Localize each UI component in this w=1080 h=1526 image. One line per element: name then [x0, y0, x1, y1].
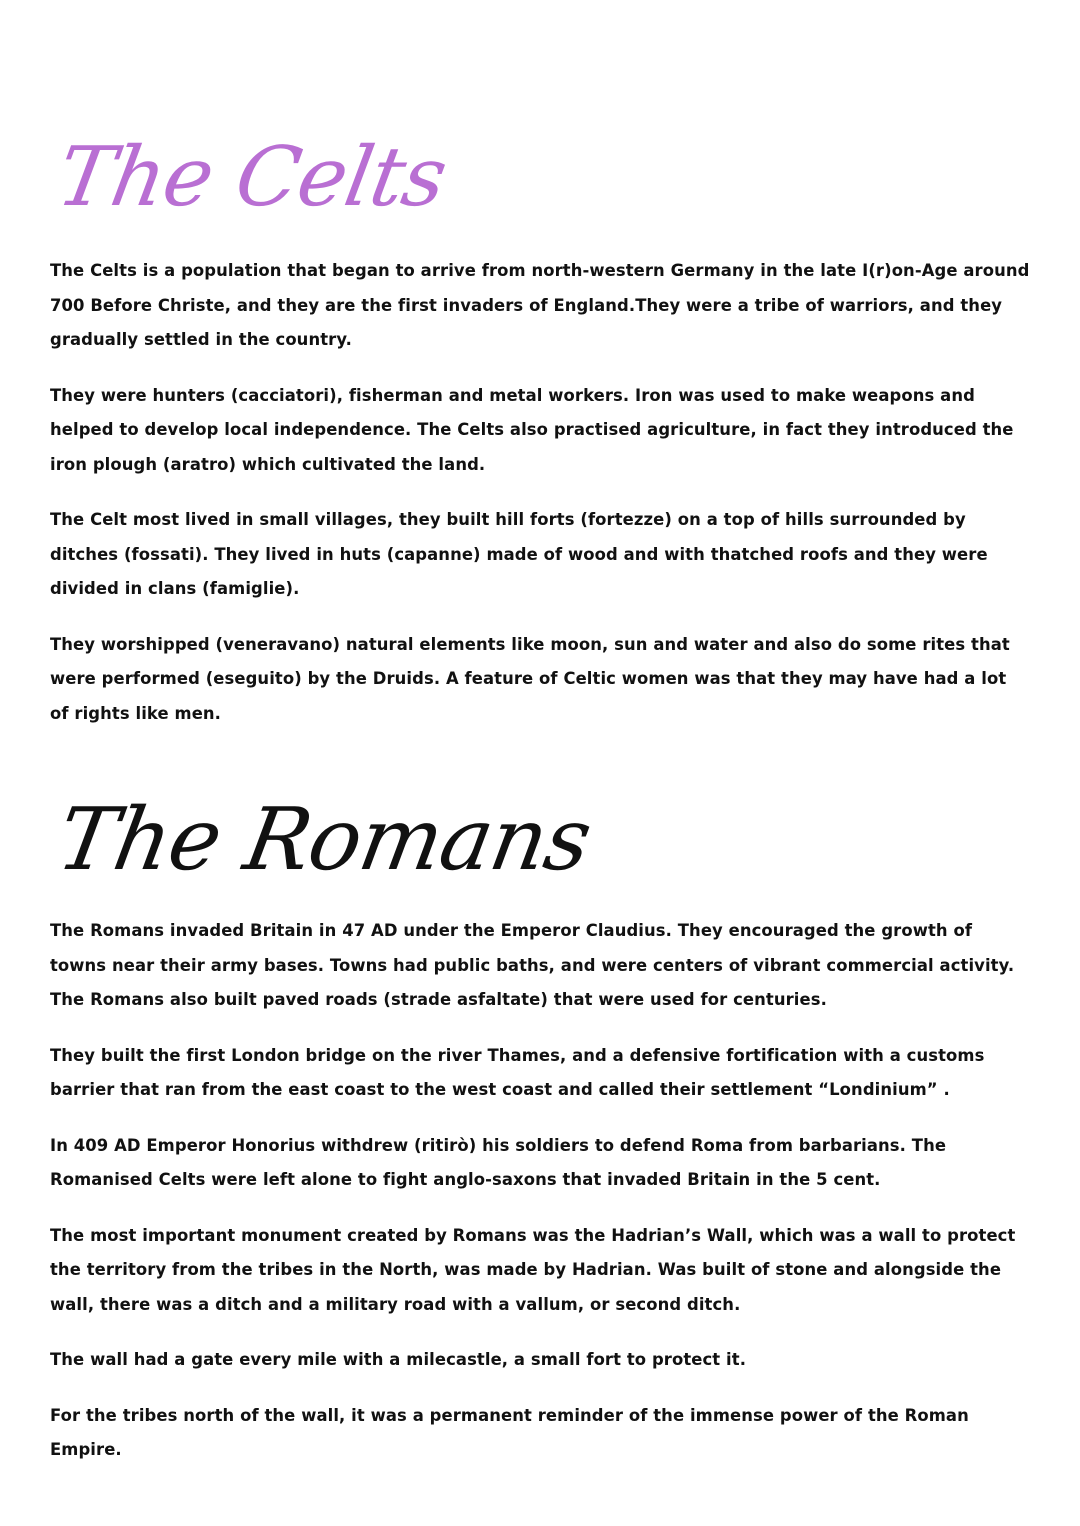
romans-paragraph-5: The wall had a gate every mile with a milecastle, a small fort to protect it.: [50, 1350, 747, 1369]
romans-paragraph-3: In 409 AD Emperor Honorius withdrew (ritirò) his soldiers to defend Roma from barbarians. The Romanised Celts were left alone to fight anglo-saxons that invaded Britain in the 5 cent.: [50, 1135, 947, 1189]
romans-paragraph-2: They built the first London bridge on the river Thames, and a defensive fortification with a customs barrier that ran from the east coast to the west coast and called their settlement “Londinium” .: [50, 1045, 985, 1099]
celts-paragraph-3: The Celt most lived in small villages, they built hill forts (fortezze) on a top of hills surrounded by ditches (fossati). They lived in huts (capanne) made of wood and with thatched roofs and they were divided in clans (famiglie).: [50, 510, 988, 598]
celts-section: [50, 254, 1030, 752]
romans-heading: The Romans: [50, 790, 598, 890]
celts-paragraph-4: They worshipped (veneravano) natural elements like moon, sun and water and also do some rites that were performed (eseguito) by the Druids. A feature of Celtic women was that they may have had a lot of rights like men.: [50, 634, 1010, 723]
romans-paragraph-4: The most important monument created by Romans was the Hadrian’s Wall, which was a wall to protect the territory from the tribes in the North, was made by Hadrian. Was built of stone and alongside the wall, there was a ditch and a military road with a vallum, or second ditch.: [50, 1225, 1016, 1314]
celts-paragraph-1: The Celts is a population that began to arrive from north-western Germany in the late I(r)on-Age around 700 Before Christe, and they are the first invaders of England.They were a tribe of warriors, and they gradually settled in the country.: [50, 261, 1030, 349]
celts-heading: The Celts: [50, 130, 453, 225]
romans-paragraph-6: For the tribes north of the wall, it was a permanent reminder of the immense power of the Roman Empire.: [50, 1405, 969, 1459]
romans-section: [50, 914, 1030, 1489]
celts-paragraph-2: They were hunters (cacciatori), fisherman and metal workers. Iron was used to make weapons and helped to develop local independence. The Celts also practised agriculture, in fact they introduced the iron plough (aratro) which cultivated the land.: [50, 385, 1014, 474]
romans-paragraph-1: The Romans invaded Britain in 47 AD under the Emperor Claudius. They encouraged the growth of towns near their army bases. Towns had public baths, and were centers of vibrant commercial activity. The Romans also built paved roads (strade asfaltate) that were used for centuries.: [50, 921, 1015, 1009]
